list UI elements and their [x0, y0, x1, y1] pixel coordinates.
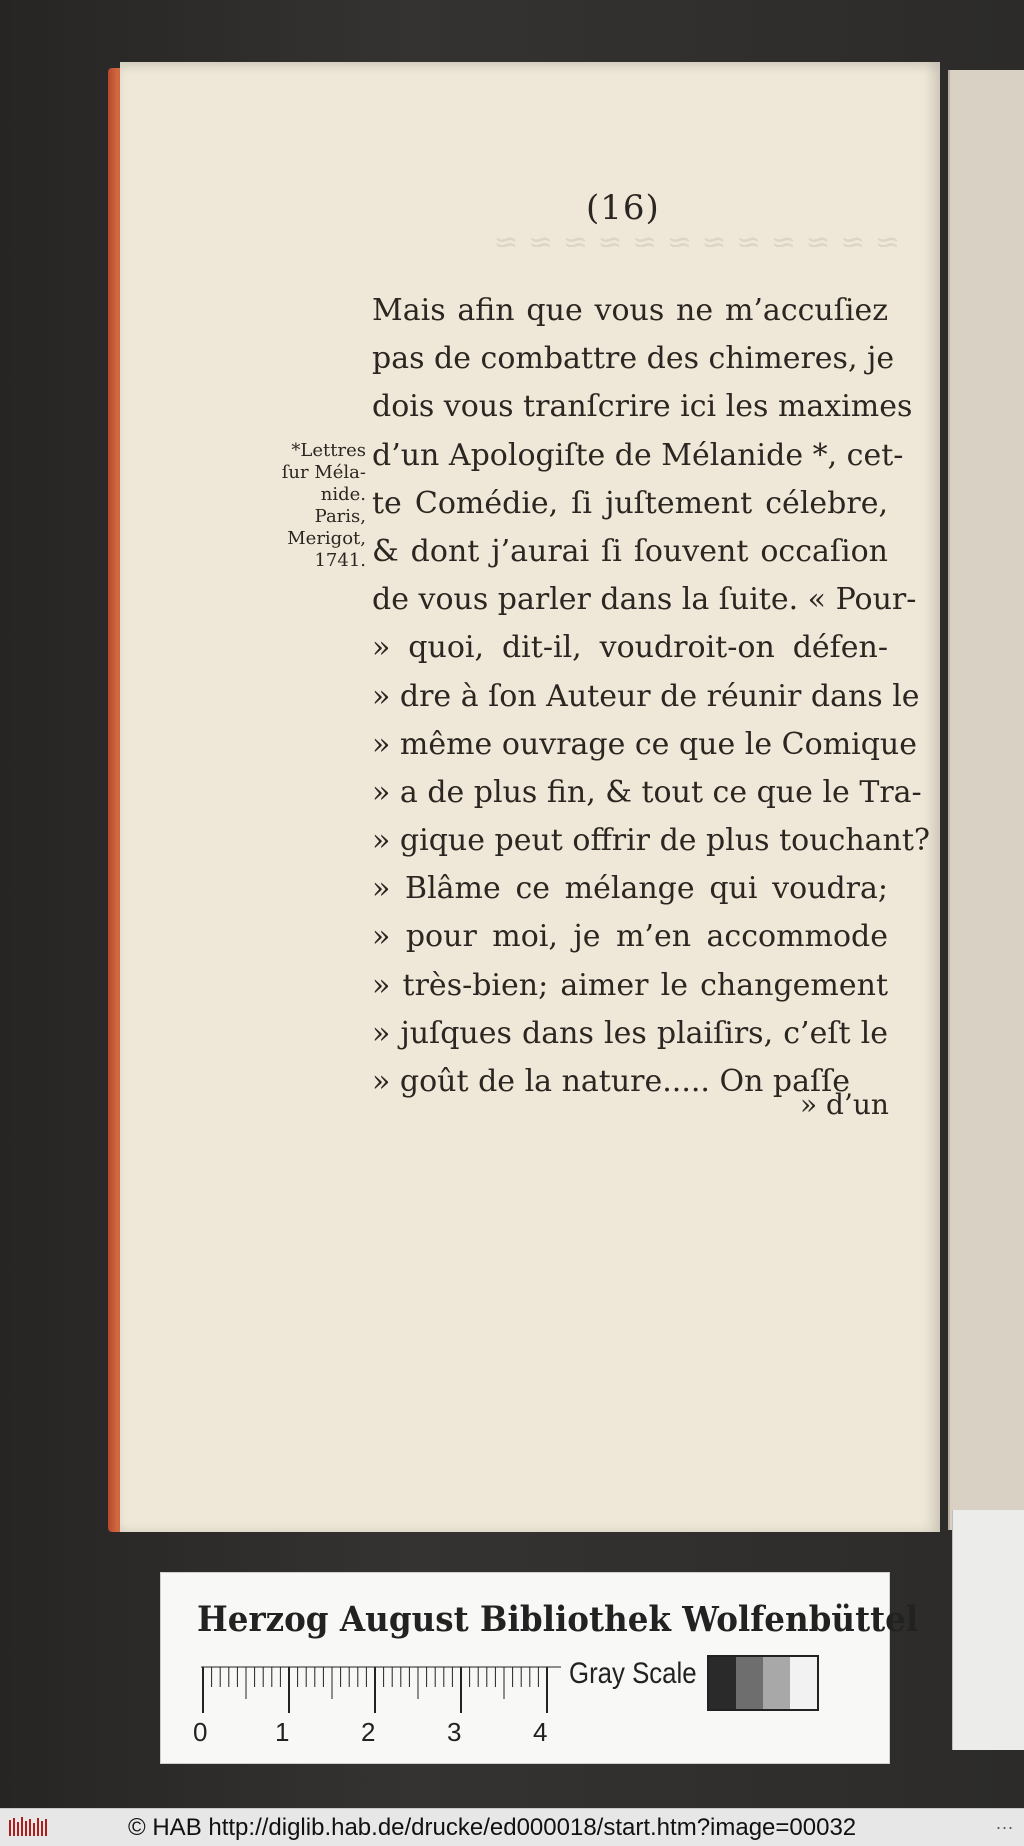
margin-note-line: 1741. [314, 550, 366, 571]
text-line: pas de combattre des chimeres, je [372, 341, 895, 377]
gray-patch [736, 1657, 763, 1709]
text-line: » juſques dans les plaiſirs, c’eſt le [372, 1015, 888, 1051]
text-line: » a de plus fin, & tout ce que le Tra- [372, 774, 922, 810]
margin-note-line: ſur Méla- [281, 462, 366, 483]
margin-note-line: *Lettres [291, 440, 366, 461]
viewer-footer [0, 1808, 1024, 1846]
margin-note-line: Merigot, [287, 528, 366, 549]
scale-number: 2 [361, 1717, 376, 1747]
copyright-link[interactable]: © HAB http://diglib.hab.de/drucke/ed000018/start.htm?image=00032 [128, 1814, 857, 1841]
text-line: & dont j’aurai ſi ſouvent occaſion [372, 533, 888, 569]
gray-scale-label: Gray Scale [569, 1657, 697, 1690]
gray-patch [790, 1657, 817, 1709]
scale-number: 1 [275, 1717, 290, 1747]
scale-ruler [193, 1665, 561, 1747]
side-label-card [952, 1510, 1024, 1750]
text-line: » gique peut offrir de plus touchant? [372, 823, 931, 859]
catchword: » d’un [800, 1088, 889, 1121]
margin-note [256, 440, 366, 572]
gray-patch [709, 1657, 736, 1709]
margin-note-line: nide. [320, 484, 366, 505]
scale-number: 0 [193, 1717, 208, 1747]
facing-page-edge [948, 70, 1024, 1530]
page-number: (16) [586, 188, 660, 228]
text-line: dois vous tranſcrire ici les maximes [372, 389, 913, 425]
library-name: Herzog August Bibliothek Wolfenbüttel [197, 1599, 919, 1640]
text-line: de vous parler dans la ſuite. « Pour- [372, 582, 917, 618]
more-menu-icon[interactable]: ... [995, 1813, 1014, 1833]
scale-number: 3 [447, 1717, 462, 1747]
text-line: » même ouvrage ce que le Comique [372, 726, 918, 762]
text-line: Mais afin que vous ne m’accuſiez [372, 293, 888, 328]
show-through-text: ≈ ≈ ≈ ≈ ≈ ≈ ≈ ≈ ≈ ≈ ≈ ≈ [493, 225, 900, 247]
text-line: te Comédie, ſi juſtement célebre, [372, 485, 888, 521]
body-text [372, 287, 931, 1106]
margin-note-line: Paris, [314, 506, 366, 527]
gray-patch [763, 1657, 790, 1709]
text-line: » pour moi, je m’en accommode [372, 919, 888, 955]
text-line: » dre à ſon Auteur de réunir dans le [372, 678, 920, 714]
text-line: » Blâme ce mélange qui voudra; [372, 871, 888, 907]
text-line: » goût de la nature..... On paſſe [372, 1064, 850, 1099]
color-calibration-card [160, 1572, 919, 1764]
text-line: » quoi, dit-il, voudroit-on défen- [372, 630, 888, 666]
text-line: d’un Apologiſte de Mélanide *, cet- [372, 437, 904, 473]
ruler-ticks [201, 1665, 561, 1713]
hab-logo-icon [8, 1816, 50, 1838]
scale-number: 4 [533, 1717, 548, 1747]
text-line: » très-bien; aimer le changement [372, 967, 888, 1003]
gray-scale-swatch [707, 1655, 819, 1711]
